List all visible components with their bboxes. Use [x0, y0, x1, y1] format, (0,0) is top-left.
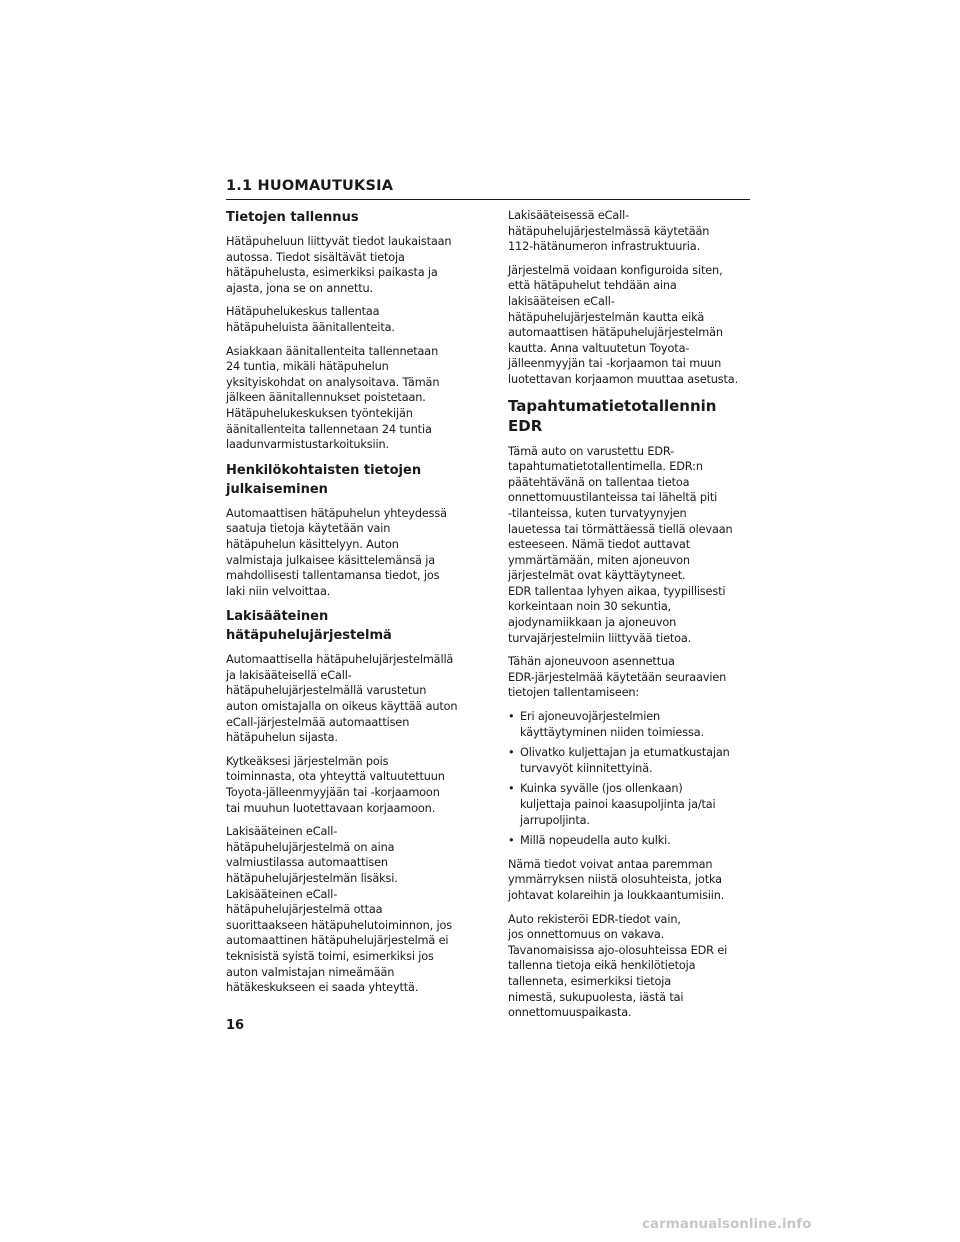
paragraph: Lakisääteinen eCall- hätäpuhelujärjestelmä on aina valmiustilassa automaattisen hätäpuhelujärjestelmän lisäksi. Lakisääteinen eCall- hätäpuhelujärjestelmä ottaa suorittaakseen hätäpuhelutoiminnon, jos automaattinen hätäpuhelujärjestelmä ei teknisistä syistä toimi, esimerkiksi jos auton valmistajan nimeämään hätäkeskukseen ei saada yhteyttä.: [226, 825, 452, 995]
paragraph: Hätäpuheluun liittyvät tiedot laukaistaan autossa. Tiedot sisältävät tietoja hätäpuhelusta, esimerkiksi paikasta ja ajasta, jona se on annettu.: [226, 235, 452, 295]
section-heading: Tapahtumatietotallennin EDR: [508, 396, 717, 435]
bullet-item: • Olivatko kuljettajan ja etumatkustajan turvavyöt kiinnitettyinä.: [508, 745, 754, 776]
paragraph: Auto rekisteröi EDR-tiedot vain, jos onnettomuus on vakava. Tavanomaisissa ajo-olosuhteissa EDR ei tallenna tietoja eikä henkilötietoja tallenneta, esimerkiksi tietoja nimestä, sukupuolesta, iästä tai onnettomuuspaikasta.: [508, 912, 728, 1020]
page-number: 16: [226, 1018, 245, 1033]
paragraph: Tähän ajoneuvoon asennettua EDR-järjestelmää käytetään seuraavien tietojen tallentamiseen:: [508, 655, 727, 700]
section-heading: Tietojen tallennus: [226, 210, 359, 225]
section-heading: Lakisääteinen hätäpuhelujärjestelmä: [226, 609, 392, 644]
bullet-item: • Millä nopeudella auto kulki.: [508, 833, 754, 849]
bullet-item: • Kuinka syvälle (jos ollenkaan) kuljettaja painoi kaasupoljinta ja/tai jarrupoljinta.: [508, 781, 754, 828]
paragraph: Automaattisen hätäpuhelun yhteydessä saatuja tietoja käytetään vain hätäpuhelun käsittelyyn. Auton valmistaja julkaisee käsittelemänsä ja mahdollisesti tallentamansa tiedot, jos laki niin velvoittaa.: [226, 506, 447, 598]
paragraph: Järjestelmä voidaan konfiguroida siten, että hätäpuhelut tehdään aina lakisääteisen eCall- hätäpuhelujärjestelmän kautta eikä automaattisen hätäpuhelujärjestelmän kautta. Anna valtuutetun Toyota- jälleenmyyjän tai -korjaamon tai muun luotettavan korjaamon muuttaa asetusta.: [508, 263, 739, 386]
section-heading: Henkilökohtaisten tietojen julkaiseminen: [226, 462, 422, 497]
paragraph: Automaattisella hätäpuhelujärjestelmällä ja lakisääteisellä eCall- hätäpuhelujärjestelmällä varustetun auton omistajalla on oikeus käyttää auton eCall-järjestelmää automaattisen hätäpuhelun sijasta.: [226, 653, 458, 745]
section-header: 1.1 HUOMAUTUKSIA: [226, 178, 750, 200]
left-column: [226, 208, 472, 1004]
paragraph: Lakisääteisessä eCall- hätäpuhelujärjestelmässä käytetään 112-hätänumeron infrastruktuuria.: [508, 209, 710, 254]
paragraph: Nämä tiedot voivat antaa paremman ymmärryksen niistä olosuhteista, jotka johtavat kolareihin ja loukkaantumisiin.: [508, 857, 725, 902]
watermark[interactable]: carmanualsonline.info: [642, 1216, 812, 1232]
paragraph: Tämä auto on varustettu EDR- tapahtumatietotallentimella. EDR:n päätehtävänä on tallentaa tietoa onnettomuustilanteissa tai läheltä piti -tilanteissa, kuten turvatyynyjen lauetessa tai törmättäessä tiellä olevaan esteeseen. Nämä tiedot auttavat ymmärtämään, miten ajoneuvon järjestelmät ovat käyttäytyneet. EDR tallentaa lyhyen aikaa, tyypillisesti korkeintaan noin 30 sekuntia, ajodynamiikkaan ja ajoneuvon turvajärjestelmiin liittyvää tietoa.: [508, 444, 733, 645]
paragraph: Hätäpuhelukeskus tallentaa hätäpuheluista äänitallenteita.: [226, 305, 395, 334]
paragraph: Kytkeäksesi järjestelmän pois toiminnasta, ota yhteyttä valtuutettuun Toyota-jälleenmyyjään tai -korjaamoon tai muuhun luotettavaan korjaamoon.: [226, 754, 445, 815]
paragraph: Asiakkaan äänitallenteita tallennetaan 24 tuntia, mikäli hätäpuhelun yksityiskohdat on analysoitava. Tämän jälkeen äänitallennukset poistetaan. Hätäpuhelukeskuksen työntekijän äänitallenteita tallennetaan 24 tuntia laadunvarmistustarkoituksiin.: [226, 344, 440, 452]
bullet-item: • Eri ajoneuvojärjestelmien käyttäytyminen niiden toimiessa.: [508, 709, 754, 740]
right-column: [508, 208, 754, 1029]
bullet-list: [508, 709, 754, 849]
